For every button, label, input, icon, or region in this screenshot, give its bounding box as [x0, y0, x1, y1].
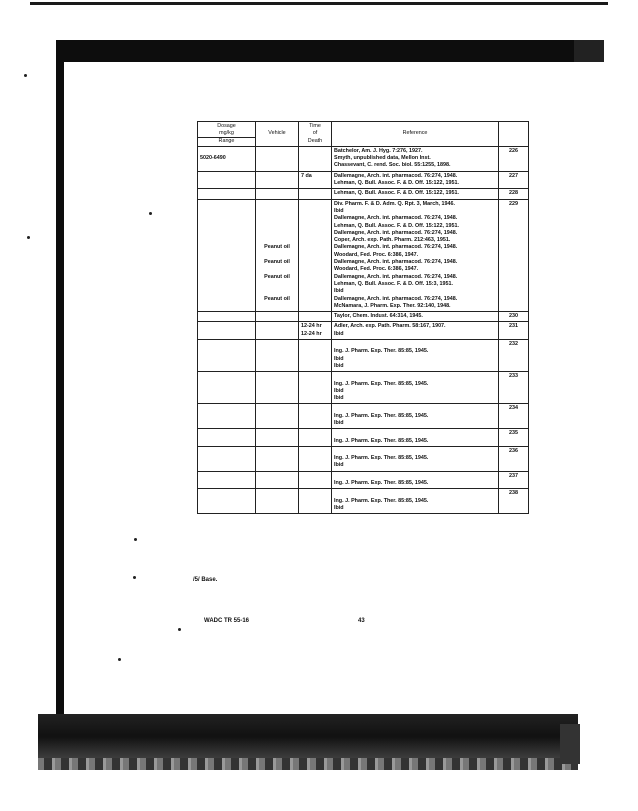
time-of-death-cell: [299, 199, 332, 311]
reference-cell: [332, 189, 499, 199]
time-of-death-cell: 12-24 hr 12-24 hr: [299, 322, 332, 340]
reference-cell: [332, 471, 499, 489]
dosage-cell: [198, 446, 256, 471]
time-of-death-cell: [299, 429, 332, 447]
reference-line: Ibid: [334, 387, 344, 394]
time-of-death-cell: [299, 404, 332, 429]
reference-line: Ibid: [334, 419, 344, 426]
table-row: [198, 489, 529, 514]
dosage-cell: [198, 189, 256, 199]
reference-line: Ibid: [334, 395, 344, 402]
reference-line: Ibid: [334, 330, 344, 337]
range-subheader: Range: [198, 137, 255, 145]
reference-line: Ibid: [334, 362, 344, 369]
reference-line: Ing. J. Pharm. Exp. Ther. 85:85, 1945.: [334, 380, 429, 387]
reference-line: [334, 373, 496, 380]
vehicle-cell: [256, 340, 299, 372]
reference-line: Dallemagne, Arch. int. pharmacod. 76:274, 1948.: [334, 215, 458, 222]
scan-speck: [118, 658, 121, 661]
table-row: [198, 322, 529, 340]
reference-line: Lehman, Q. Bull. Assoc. F. & D. Off. 15:122, 1951.: [334, 190, 460, 197]
vehicle-cell: [256, 171, 299, 189]
time-of-death-cell: [299, 471, 332, 489]
reference-line: Ibid: [334, 207, 344, 214]
ref-number-cell: 232: [499, 340, 529, 372]
reference-line: Dallemagne, Arch. int. pharmacod. 76:274, 1948.: [334, 244, 458, 251]
scan-speck: [178, 628, 181, 631]
reference-line: Taylor, Chem. Indust. 64:314, 1945.: [334, 313, 423, 320]
reference-cell: [332, 199, 499, 311]
time-of-death-cell: [299, 446, 332, 471]
reference-line: Smyth, unpublished data, Mellon Inst.: [334, 155, 431, 162]
reference-cell: [332, 446, 499, 471]
table-row: [198, 146, 529, 171]
reference-line: Coper, Arch. exp. Path. Pharm. 212:463, 1951.: [334, 237, 451, 244]
reference-line: Ibid: [334, 288, 344, 295]
scan-speck: [134, 538, 137, 541]
table-row: [198, 312, 529, 322]
report-id: WADC TR 55-16: [204, 618, 250, 624]
vehicle-cell: [256, 404, 299, 429]
reference-line: [334, 490, 496, 497]
bottom-scan-bar: [38, 714, 578, 770]
table-header-row: [198, 122, 529, 147]
table-row: [198, 189, 529, 199]
vehicle-cell: [256, 446, 299, 471]
reference-cell: [332, 404, 499, 429]
reference-line: [334, 430, 496, 437]
table-row: [198, 340, 529, 372]
vehicle-cell: Peanut oil Peanut oil Peanut oil Peanut oil: [256, 199, 299, 311]
reference-cell: [332, 146, 499, 171]
ref-number-cell: 227: [499, 171, 529, 189]
page-number: 43: [358, 618, 365, 624]
reference-line: Lehman, Q. Bull. Assoc. F. & D. Off. 15:122, 1951.: [334, 222, 460, 229]
reference-line: McNamara, J. Pharm. Exp. Ther. 92:140, 1948.: [334, 302, 451, 309]
dosage-cell: 5020-6490: [198, 146, 256, 171]
reference-line: Dallemagne, Arch. int. pharmacod. 76:274, 1948.: [334, 172, 458, 179]
time-of-death-cell: [299, 340, 332, 372]
table-row: [198, 171, 529, 189]
time-of-death-cell: [299, 189, 332, 199]
reference-cell: [332, 372, 499, 404]
reference-cell: [332, 489, 499, 514]
reference-line: [334, 405, 496, 412]
footnote: /5/ Base.: [193, 577, 218, 583]
dosage-cell: [198, 312, 256, 322]
reference-line: Ing. J. Pharm. Exp. Ther. 85:85, 1945.: [334, 480, 429, 487]
reference-line: Adler, Arch. exp. Path. Pharm. 58:167, 1907.: [334, 323, 446, 330]
time-of-death-cell: [299, 372, 332, 404]
reference-cell: [332, 171, 499, 189]
dosage-cell: [198, 340, 256, 372]
scan-speck: [133, 576, 136, 579]
scan-speck: [27, 236, 30, 239]
table-row: [198, 404, 529, 429]
left-scan-edge: [56, 40, 64, 740]
ref-number-cell: 238: [499, 489, 529, 514]
vehicle-cell: [256, 372, 299, 404]
vehicle-cell: [256, 189, 299, 199]
reference-line: [334, 448, 496, 455]
reference-line: Dallemagne, Arch. int. pharmacod. 76:274, 1948.: [334, 229, 458, 236]
ref-number-cell: 230: [499, 312, 529, 322]
reference-line: Lehman, Q. Bull. Assoc. F. & D. Off. 15:122, 1951.: [334, 180, 460, 187]
ref-number-cell: 229: [499, 199, 529, 311]
reference-line: Ing. J. Pharm. Exp. Ther. 85:85, 1945.: [334, 348, 429, 355]
reference-line: Ing. J. Pharm. Exp. Ther. 85:85, 1945.: [334, 412, 429, 419]
reference-line: Ing. J. Pharm. Exp. Ther. 85:85, 1945.: [334, 455, 429, 462]
reference-cell: [332, 322, 499, 340]
vehicle-cell: [256, 322, 299, 340]
reference-line: Batchelor, Am. J. Hyg. 7:276, 1927.: [334, 147, 423, 154]
time-of-death-cell: [299, 146, 332, 171]
vehicle-cell: [256, 146, 299, 171]
vehicle-header: Vehicle: [256, 122, 299, 147]
dosage-header: Dosage mg/kg Range: [198, 122, 256, 147]
vehicle-cell: [256, 312, 299, 322]
table-row: [198, 446, 529, 471]
reference-line: Ing. J. Pharm. Exp. Ther. 85:85, 1945.: [334, 437, 429, 444]
ref-number-header: [499, 122, 529, 147]
reference-line: Ing. J. Pharm. Exp. Ther. 85:85, 1945.: [334, 497, 429, 504]
time-of-death-header: Time of Death: [299, 122, 332, 147]
reference-line: Woodard, Fed. Proc. 6:386, 1947.: [334, 251, 419, 258]
ref-number-cell: 231: [499, 322, 529, 340]
dosage-cell: [198, 429, 256, 447]
reference-line: Chassevant, C. rend. Soc. biol. 55:1255, 1898.: [334, 162, 451, 169]
reference-line: Ibid: [334, 504, 344, 511]
dosage-cell: [198, 171, 256, 189]
scan-speck: [149, 212, 152, 215]
table-row: [198, 429, 529, 447]
dosage-cell: [198, 471, 256, 489]
ref-number-cell: 235: [499, 429, 529, 447]
vehicle-cell: [256, 471, 299, 489]
reference-line: Lehman, Q. Bull. Assoc. F. & D. Off. 15:3, 1951.: [334, 280, 454, 287]
time-of-death-cell: 7 da: [299, 171, 332, 189]
ref-number-cell: 237: [499, 471, 529, 489]
dosage-cell: [198, 199, 256, 311]
reference-cell: [332, 340, 499, 372]
scan-speck: [24, 74, 27, 77]
top-scan-bar: [58, 40, 604, 62]
reference-cell: [332, 312, 499, 322]
ref-number-cell: 228: [499, 189, 529, 199]
table-row: [198, 199, 529, 311]
vehicle-cell: [256, 489, 299, 514]
dosage-cell: [198, 489, 256, 514]
vehicle-cell: [256, 429, 299, 447]
top-scan-rule: [30, 2, 608, 5]
dosage-cell: [198, 322, 256, 340]
reference-line: Ibid: [334, 355, 344, 362]
dosage-cell: [198, 372, 256, 404]
table-body: [198, 146, 529, 513]
table-row: [198, 372, 529, 404]
reference-line: Dallemagne, Arch. int. pharmacod. 76:274, 1948.: [334, 259, 458, 266]
ref-number-cell: 226: [499, 146, 529, 171]
time-of-death-cell: [299, 489, 332, 514]
reference-line: Div. Pharm. F. & D. Adm. Q. Rpt. 3, March, 1946.: [334, 200, 456, 207]
reference-line: Dallemagne, Arch. int. pharmacod. 76:274, 1948.: [334, 295, 458, 302]
reference-line: Dallemagne, Arch. int. pharmacod. 76:274, 1948.: [334, 273, 458, 280]
reference-line: Woodard, Fed. Proc. 6:386, 1947.: [334, 266, 419, 273]
ref-number-cell: 233: [499, 372, 529, 404]
reference-cell: [332, 429, 499, 447]
ref-number-cell: 236: [499, 446, 529, 471]
ref-number-cell: 234: [499, 404, 529, 429]
dosage-cell: [198, 404, 256, 429]
reference-line: [334, 341, 496, 348]
reference-table: [197, 121, 529, 514]
reference-header: Reference: [332, 122, 499, 147]
reference-line: [334, 473, 496, 480]
table-row: [198, 471, 529, 489]
bottom-scan-shade: [560, 724, 580, 764]
time-of-death-cell: [299, 312, 332, 322]
reference-line: Ibid: [334, 462, 344, 469]
